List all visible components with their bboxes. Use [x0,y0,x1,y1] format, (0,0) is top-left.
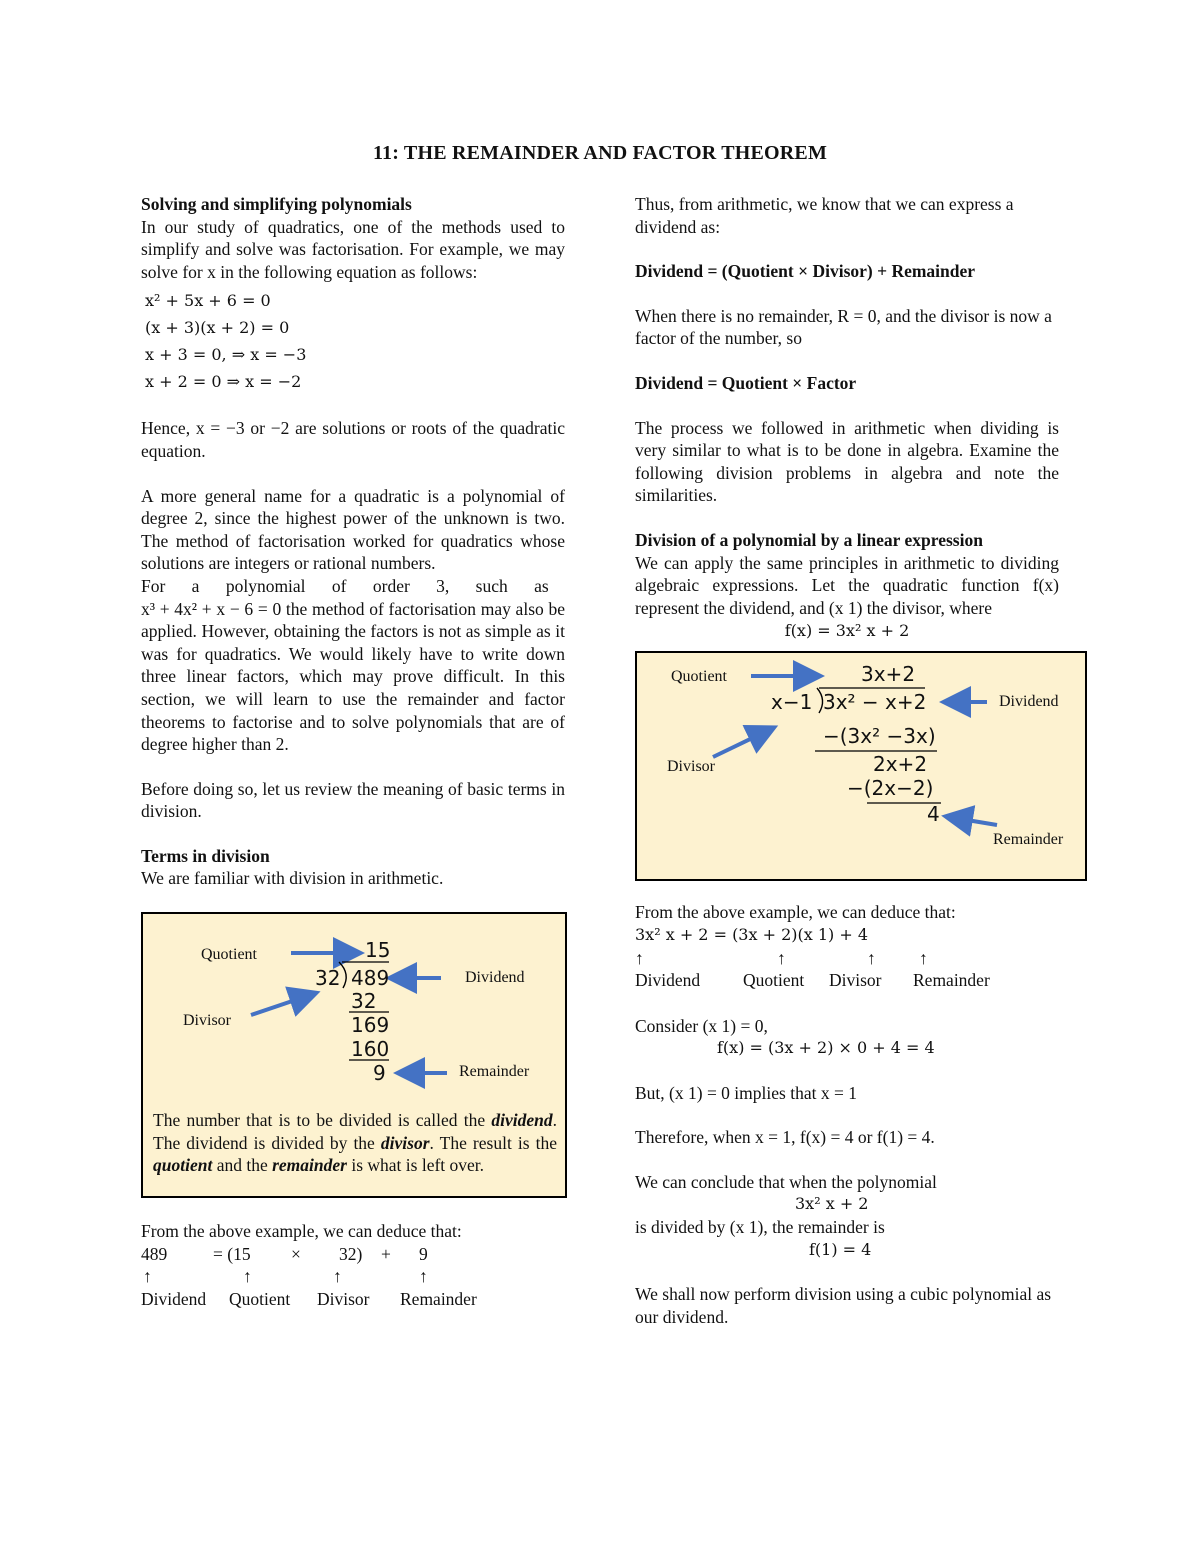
subtract-value: 32 [351,989,377,1014]
term-label: Quotient [229,1288,291,1309]
section-heading: Terms in division [141,845,270,866]
subtract-value: −(2x−2) [847,776,934,801]
term-label: Quotient [743,969,805,990]
paragraph: From the above example, we can deduce that: [141,1221,462,1242]
subtract-value: −(3x² −3x) [823,724,936,749]
equation: f(1) = 4 [809,1239,872,1259]
equation: x + 3 = 0, ⇒ x = −3 [145,345,307,365]
remainder-value: 9 [373,1061,386,1086]
equation: (x + 3)(x + 2) = 0 [145,318,290,338]
arithmetic-division-box [141,912,567,1198]
term-label: Dividend [635,969,701,990]
remainder-value: 4 [927,802,940,827]
paragraph: From the above example, we can deduce that: [635,902,956,923]
up-arrow-icon: ↑ [243,1265,252,1286]
equation: f(x) = (3x + 2) × 0 + 4 = 4 [717,1038,935,1058]
quotient-label: Quotient [671,668,727,686]
paragraph: When there is no remainder, R = 0, and the divisor is now a factor of the number, so [635,305,1052,349]
eq-term: 32) [339,1243,363,1264]
paragraph: For a polynomial of order 3, such as [141,575,549,596]
paragraph: Thus, from arithmetic, we know that we can express a dividend as: [635,194,1014,237]
paragraph: Before doing so, let us review the meaning of basic terms in division. [141,778,565,822]
up-arrow-icon: ↑ [635,947,644,968]
left-column [141,193,565,1311]
paragraph: Consider (x 1) = 0, [635,1015,768,1036]
divisor-value: 32 [315,966,341,991]
divisor-label: Divisor [183,1012,231,1030]
division-explanation: The number that is to be divided is called the dividend. The dividend is divided by the divisor. The result is the quotient and the remainder is what is left over. [153,1110,557,1176]
partial-remainder: 2x+2 [873,752,928,777]
paragraph: We shall now perform division using a cubic polynomial as our dividend. [635,1284,1052,1327]
quotient-value: 15 [365,938,391,963]
remainder-label: Remainder [993,831,1064,849]
eq-term: × [291,1243,301,1264]
paragraph: We are familiar with division in arithmetic. [141,868,444,889]
section-heading: Division of a polynomial by a linear expression [635,529,983,550]
partial-remainder: 169 [351,1013,390,1038]
page-title: 11: THE REMAINDER AND FACTOR THEOREM [372,142,828,164]
up-arrow-icon: ↑ [777,947,786,968]
paragraph: A more general name for a quadratic is a polynomial of degree 2, since the highest power of the unknown is two. The method of factorisation worked for quadratics whose solutions are integers or rational numbers. [141,485,565,574]
term-label: Dividend [141,1288,207,1309]
up-arrow-icon: ↑ [143,1265,152,1286]
up-arrow-icon: ↑ [919,947,928,968]
term-label: Remainder [913,969,990,990]
term-label: Divisor [317,1288,370,1309]
divisor-value: x−1 [771,690,813,715]
equation: 3x² x + 2 [795,1194,869,1214]
right-column [635,193,1064,1328]
paragraph: is divided by (x 1), the remainder is [635,1217,885,1238]
eq-term: 9 [419,1243,428,1264]
quotient-label: Quotient [201,946,257,964]
section-heading: Solving and simplifying polynomials [141,194,412,214]
equation: 3x² x + 2 = (3x + 2)(x 1) + 4 [635,924,869,944]
paragraph: Hence, x = −3 or −2 are solutions or roots of the quadratic equation. [141,418,565,461]
polynomial-division-box [635,651,1087,881]
formula: Dividend = (Quotient × Divisor) + Remainder [635,261,976,282]
paragraph: We can apply the same principles in arithmetic to dividing algebraic expressions. Let the quadratic function f(x) represent the dividend, and (x 1) the divisor, where [635,552,1059,618]
divisor-label: Divisor [667,758,715,776]
up-arrow-icon: ↑ [419,1265,428,1286]
function-definition: f(x) = 3x² x + 2 [784,621,910,641]
term-label: Remainder [400,1288,477,1309]
equation: x² + 5x + 6 = 0 [145,291,271,311]
eq-term: = (15 [213,1243,251,1264]
up-arrow-icon: ↑ [867,947,876,968]
equation: x + 2 = 0 ⇒ x = −2 [145,372,302,392]
paragraph: We can conclude that when the polynomial [635,1171,937,1192]
up-arrow-icon: ↑ [333,1265,342,1286]
remainder-label: Remainder [459,1063,530,1081]
term-label: Divisor [829,969,882,990]
dividend-label: Dividend [999,693,1059,711]
paragraph: Therefore, when x = 1, f(x) = 4 or f(1) = 4. [635,1127,935,1148]
dividend-value: 489 [351,966,390,991]
subtract-value: 160 [351,1037,390,1062]
deduction-table [141,1243,565,1311]
quotient-value: 3x+2 [861,662,916,687]
formula: Dividend = Quotient × Factor [635,372,857,393]
paragraph: But, (x 1) = 0 implies that x = 1 [635,1082,857,1103]
paragraph: The process we followed in arithmetic when dividing is very similar to what is to be done in algebra. Examine the following division problems in algebra and note the similarities. [635,417,1059,506]
paragraph: x³ + 4x² + x − 6 = 0 the method of factorisation may also be applied. However, obtaining the factors is not as simple as it was for quadratics. We would likely have to write down three linear factors, which may prove difficult. In this section, we will learn to use the remainder and factor theorems to factorise and to solve polynomials that are of degree higher than 2. [141,598,565,755]
eq-term: 489 [141,1243,168,1264]
dividend-label: Dividend [465,969,525,987]
deduction-table [635,947,1059,993]
dividend-value: 3x² − x+2 [823,690,927,715]
paragraph: In our study of quadratics, one of the methods used to simplify and solve was factorisation. For example, we may solve for x in the following equation as follows: [141,216,565,282]
eq-term: + [381,1243,391,1264]
